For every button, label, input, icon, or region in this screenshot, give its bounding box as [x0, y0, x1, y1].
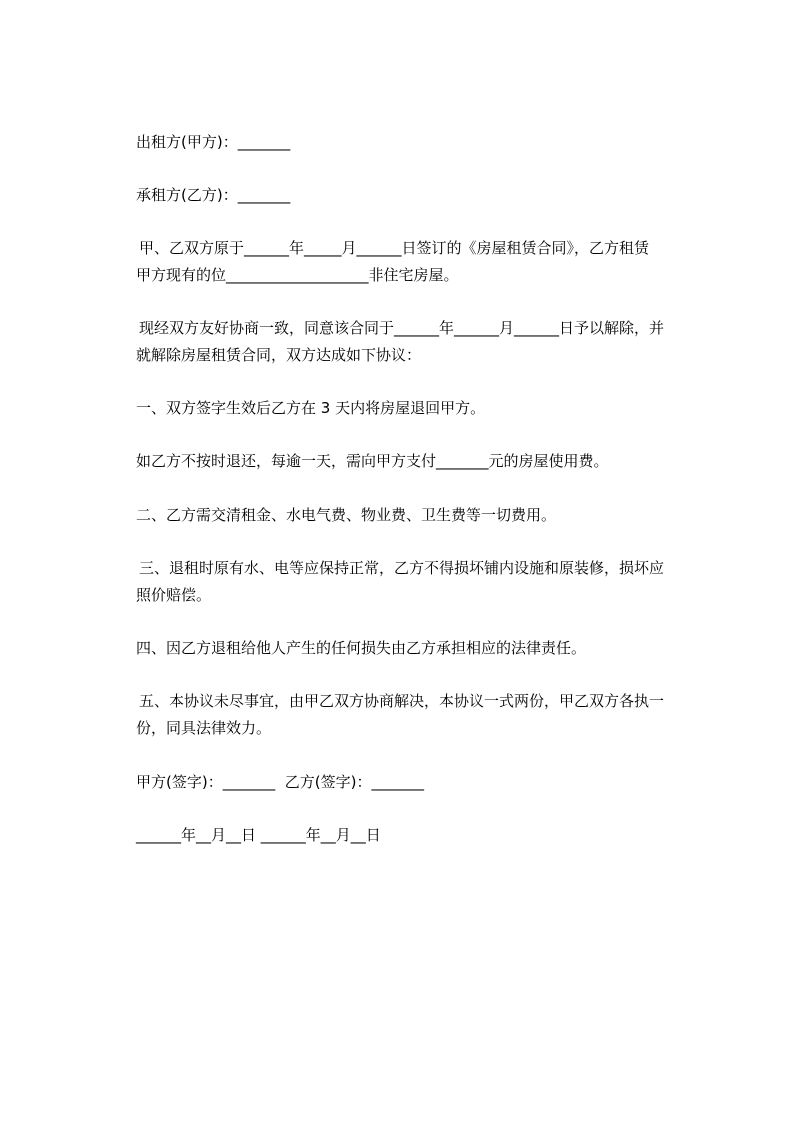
clause-5-line-2: 份，同具法律效力。 — [136, 719, 272, 737]
date-line: ______年__月__日 ______年__月__日 — [136, 826, 381, 844]
clause-1: 一、双方签字生效后乙方在 3 天内将房屋退回甲方。 — [136, 399, 486, 417]
paragraph-1-line-2: 甲方现有的位___________________非住宅房屋。 — [136, 266, 459, 284]
signature-line: 甲方(签字)：_______ 乙方(签字)：_______ — [136, 773, 424, 791]
paragraph-2-line-1: 现经双方友好协商一致，同意该合同于______年______月______日予以解除，并 — [139, 319, 665, 337]
paragraph-1-line-1: 甲、乙双方原于______年_____月______日签订的《房屋租赁合同》，乙方租赁 — [139, 239, 650, 257]
clause-5-line-1: 五、本协议未尽事宜，由甲乙双方协商解决，本协议一式两份，甲乙双方各执一 — [139, 692, 665, 710]
lessor-line: 出租方(甲方)：_______ — [136, 133, 291, 151]
clause-1-note: 如乙方不按时退还，每逾一天，需向甲方支付_______元的房屋使用费。 — [136, 452, 609, 470]
clause-3-line-2: 照价赔偿。 — [136, 586, 212, 604]
clause-3-line-1: 三、退租时原有水、电等应保持正常，乙方不得损坏铺内设施和原装修，损坏应 — [139, 559, 665, 577]
clause-2: 二、乙方需交清租金、水电气费、物业费、卫生费等一切费用。 — [136, 506, 557, 524]
paragraph-2-line-2: 就解除房屋租赁合同，双方达成如下协议： — [136, 346, 422, 364]
lessee-line: 承租方(乙方)：_______ — [136, 186, 291, 204]
clause-4: 四、因乙方退租给他人产生的任何损失由乙方承担相应的法律责任。 — [136, 639, 587, 657]
